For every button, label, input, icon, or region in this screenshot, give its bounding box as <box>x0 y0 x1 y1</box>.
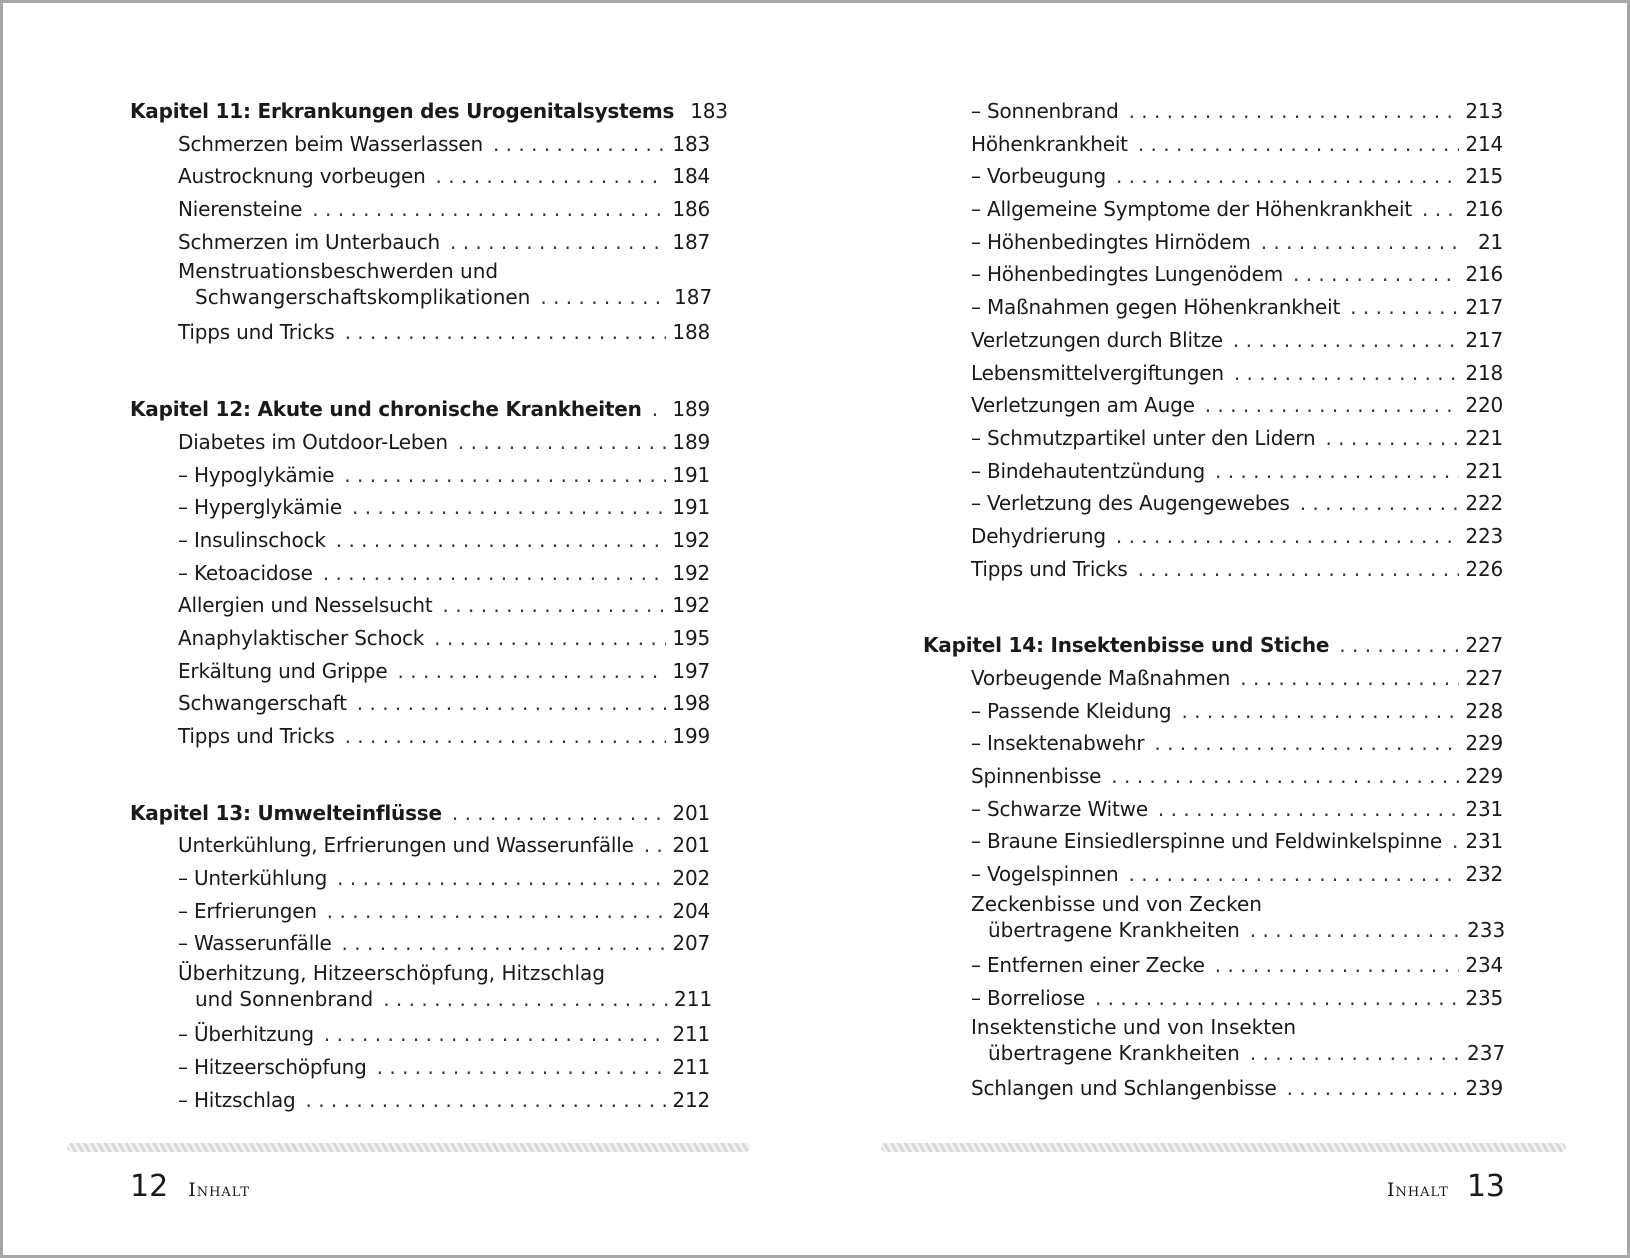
entry-title: Spinnenbisse <box>971 764 1102 789</box>
entry-title: Höhenkrankheit <box>971 131 1128 156</box>
running-head: Inhalt <box>1386 1179 1449 1201</box>
entry-title: – Schwarze Witwe <box>971 796 1148 821</box>
page-ref: 239 <box>1465 1076 1503 1101</box>
toc-entry[interactable] <box>130 226 710 259</box>
page-footer-right <box>1387 1169 1505 1204</box>
dot-leader <box>1250 917 1461 943</box>
dot-leader <box>1215 949 1460 982</box>
dot-leader <box>383 986 668 1012</box>
entry-title-line2: übertragene Krankheiten <box>988 917 1240 942</box>
page-ref: 229 <box>1465 764 1503 789</box>
entry-title: – Hypoglykämie <box>178 462 335 487</box>
page-ref: 222 <box>1465 491 1503 516</box>
toc-entry[interactable] <box>923 760 1503 793</box>
page-ref: 213 <box>1465 99 1503 123</box>
page-ref: 234 <box>1465 952 1503 977</box>
entry-title: – Ketoacidose <box>178 560 313 585</box>
toc-entry[interactable] <box>130 557 710 590</box>
toc-entry[interactable] <box>130 622 710 655</box>
page-ref: 199 <box>672 724 710 748</box>
dot-leader <box>1422 193 1459 226</box>
toc-entry-wrapped[interactable] <box>130 960 713 1018</box>
toc-entry[interactable] <box>923 389 1503 422</box>
toc-entry[interactable] <box>923 422 1503 455</box>
page-ref: 217 <box>1465 295 1503 320</box>
page-ref: 229 <box>1465 731 1503 756</box>
entry-title: Tipps und Tricks <box>971 556 1128 581</box>
entry-title: Verletzungen am Auge <box>971 393 1195 418</box>
entry-title: – Höhenbedingtes Hirnödem <box>971 229 1251 254</box>
page-ref: 186 <box>672 197 710 222</box>
rope-divider <box>67 1143 750 1152</box>
page-ref: 21 <box>1477 229 1503 254</box>
entry-title: Schlangen und Schlangenbisse <box>971 1076 1277 1101</box>
toc-entry[interactable] <box>923 1072 1503 1105</box>
toc-entry[interactable] <box>923 291 1503 324</box>
dot-leader <box>1261 226 1461 259</box>
dot-leader <box>1205 389 1460 422</box>
page-ref: 221 <box>1465 458 1503 483</box>
toc-entry[interactable] <box>130 128 710 161</box>
dot-leader <box>323 557 667 590</box>
dot-leader <box>1452 825 1459 858</box>
entry-title: – Hyperglykämie <box>178 495 343 520</box>
toc-entry[interactable] <box>130 426 710 459</box>
page-ref: 231 <box>1465 829 1503 854</box>
chapter-13-heading[interactable] <box>130 797 710 830</box>
entry-title: Austrocknung vorbeugen <box>178 164 426 189</box>
dot-leader <box>1116 520 1460 553</box>
page-ref: 235 <box>1465 985 1503 1010</box>
toc-entry[interactable] <box>130 895 710 928</box>
dot-leader <box>1293 258 1459 291</box>
entry-title: – Vogelspinnen <box>971 862 1119 887</box>
page-ref: 232 <box>1465 862 1503 887</box>
page-ref: 216 <box>1465 197 1503 222</box>
dot-leader <box>452 797 667 830</box>
dot-leader <box>377 1051 667 1084</box>
entry-title: – Vorbeugung <box>971 164 1106 189</box>
dot-leader <box>1325 422 1459 455</box>
dot-leader <box>1339 629 1459 662</box>
toc-entry[interactable] <box>923 949 1503 982</box>
dot-leader <box>337 862 666 895</box>
dot-leader <box>1287 1072 1460 1105</box>
toc-entry[interactable] <box>130 193 710 226</box>
dot-leader <box>324 1018 667 1051</box>
entry-title: – Schmutzpartikel unter den Lidern <box>971 425 1316 450</box>
page-ref: 183 <box>672 131 710 156</box>
dot-leader <box>344 459 666 492</box>
toc-entry[interactable] <box>923 226 1503 259</box>
page-number: 13 <box>1466 1169 1505 1204</box>
toc-entry[interactable] <box>130 1084 710 1117</box>
page-ref: 192 <box>672 560 710 585</box>
dot-leader <box>1138 553 1460 586</box>
chapter-11-heading[interactable] <box>130 95 728 128</box>
toc-entry[interactable] <box>923 455 1503 488</box>
toc-entry-wrapped[interactable] <box>923 1014 1506 1072</box>
dot-leader <box>1158 793 1460 826</box>
page-ref: 233 <box>1467 917 1506 942</box>
page-ref: 220 <box>1465 393 1503 418</box>
section-gap <box>130 753 710 797</box>
toc-entry[interactable] <box>130 1018 710 1051</box>
page-number: 12 <box>130 1169 169 1204</box>
toc-entry[interactable] <box>923 357 1503 390</box>
entry-title: – Insektenabwehr <box>971 731 1145 756</box>
page-ref: 195 <box>672 625 710 650</box>
page-ref: 189 <box>672 397 710 422</box>
entry-title: – Entfernen einer Zecke <box>971 952 1205 977</box>
dot-leader <box>345 316 667 349</box>
page-ref: 227 <box>1465 666 1503 690</box>
page-ref: 197 <box>672 658 710 683</box>
dot-leader <box>1300 487 1460 520</box>
dot-leader <box>352 491 666 524</box>
entry-title: Schmerzen beim Wasserlassen <box>178 131 483 156</box>
page-ref: 189 <box>672 429 710 454</box>
toc-entry[interactable] <box>923 258 1503 291</box>
entry-title: – Allgemeine Symptome der Höhenkrankheit <box>971 197 1412 222</box>
dot-leader <box>1138 128 1460 161</box>
toc-entry[interactable] <box>130 589 710 622</box>
table-of-contents-left <box>130 95 728 1116</box>
page-ref: 228 <box>1465 698 1503 723</box>
entry-title: Erkältung und Grippe <box>178 658 388 683</box>
page-ref: 187 <box>674 285 713 310</box>
dot-leader <box>450 226 666 259</box>
dot-leader <box>1240 662 1459 695</box>
entry-title: – Hitzschlag <box>178 1087 296 1112</box>
dot-leader <box>540 284 668 310</box>
entry-title: – Erfrierungen <box>178 898 317 923</box>
dot-leader <box>1095 982 1459 1015</box>
toc-entry[interactable] <box>923 193 1503 226</box>
page-ref: 237 <box>1467 1041 1506 1066</box>
dot-leader <box>312 193 666 226</box>
dot-leader <box>1111 760 1459 793</box>
dot-leader <box>1350 291 1459 324</box>
toc-entry[interactable] <box>923 160 1503 193</box>
entry-title: – Sonnenbrand <box>971 99 1119 123</box>
entry-title-line1: Überhitzung, Hitzeerschöpfung, Hitzschlag <box>178 961 605 986</box>
chapter-title: Kapitel 12: Akute und chronische Krankheiten <box>130 397 642 422</box>
toc-entry[interactable] <box>130 316 710 349</box>
dot-leader <box>652 393 667 426</box>
dot-leader <box>493 128 666 161</box>
toc-entry[interactable] <box>130 160 710 193</box>
page-ref: 204 <box>672 898 710 923</box>
section-gap <box>923 585 1503 629</box>
page-ref: 192 <box>672 527 710 552</box>
section-gap <box>130 349 710 393</box>
entry-title: Vorbeugende Maßnahmen <box>971 666 1231 690</box>
page-ref: 211 <box>672 1022 710 1047</box>
toc-entry[interactable] <box>923 982 1503 1015</box>
toc-entry[interactable] <box>130 720 710 753</box>
entry-title: – Passende Kleidung <box>971 698 1172 723</box>
rope-divider <box>881 1143 1566 1152</box>
page-ref: 214 <box>1465 131 1503 156</box>
page-ref: 216 <box>1465 262 1503 287</box>
entry-title: Unterkühlung, Erfrierungen und Wasserunfälle <box>178 833 634 858</box>
page-ref: 211 <box>674 987 713 1012</box>
dot-leader <box>1234 357 1460 390</box>
dot-leader <box>1154 727 1459 760</box>
entry-title: – Hitzeerschöpfung <box>178 1054 367 1079</box>
chapter-14-heading[interactable] <box>923 629 1503 662</box>
page-ref: 183 <box>690 99 728 123</box>
entry-title: Lebensmittelvergiftungen <box>971 360 1224 385</box>
entry-title: – Überhitzung <box>178 1022 314 1047</box>
dot-leader <box>336 524 667 557</box>
chapter-title: Kapitel 13: Umwelteinflüsse <box>130 800 442 825</box>
page-ref: 192 <box>672 593 710 618</box>
table-of-contents-right <box>923 95 1506 1105</box>
page-ref: 215 <box>1465 164 1503 189</box>
toc-entry[interactable] <box>130 491 710 524</box>
toc-entry[interactable] <box>923 553 1503 586</box>
running-head: Inhalt <box>188 1179 251 1201</box>
dot-leader <box>306 1084 667 1117</box>
toc-entry-wrapped[interactable] <box>130 258 713 316</box>
toc-entry[interactable] <box>130 655 710 688</box>
dot-leader <box>1250 1040 1461 1066</box>
entry-title: – Maßnahmen gegen Höhenkrankheit <box>971 295 1341 320</box>
entry-title-line2: und Sonnenbrand <box>195 987 374 1012</box>
page-ref: 207 <box>672 931 710 956</box>
entry-title: – Verletzung des Augengewebes <box>971 491 1290 516</box>
toc-entry[interactable] <box>130 1051 710 1084</box>
chapter-12-heading[interactable] <box>130 393 710 426</box>
dot-leader <box>342 927 667 960</box>
entry-title: Schwangerschaft <box>178 691 347 716</box>
toc-entry[interactable] <box>130 459 710 492</box>
entry-title: – Unterkühlung <box>178 866 328 891</box>
page-ref: 202 <box>672 866 710 891</box>
entry-title: Allergien und Nesselsucht <box>178 593 433 618</box>
toc-entry[interactable] <box>923 324 1503 357</box>
page-ref: 211 <box>672 1054 710 1079</box>
entry-title: – Höhenbedingtes Lungenödem <box>971 262 1283 287</box>
page-ref: 184 <box>672 164 710 189</box>
page-ref: 191 <box>672 495 710 520</box>
dot-leader <box>434 622 666 655</box>
toc-entry-wrapped[interactable] <box>923 891 1506 949</box>
page-ref: 221 <box>1465 425 1503 450</box>
toc-entry[interactable] <box>130 862 710 895</box>
toc-entry[interactable] <box>130 687 710 720</box>
page-ref: 218 <box>1465 360 1503 385</box>
page-ref: 187 <box>672 229 710 254</box>
toc-entry[interactable] <box>923 727 1503 760</box>
entry-title: Tipps und Tricks <box>178 320 335 345</box>
page-ref: 217 <box>1465 327 1503 352</box>
entry-title-line2: Schwangerschaftskomplikationen <box>195 285 531 310</box>
entry-title: Nierensteine <box>178 197 303 222</box>
page-ref: 201 <box>672 833 710 858</box>
dot-leader <box>398 655 667 688</box>
entry-title: – Bindehautentzündung <box>971 458 1205 483</box>
entry-title: – Insulinschock <box>178 527 326 552</box>
entry-title-line1: Menstruationsbeschwerden und <box>178 259 499 284</box>
toc-entry[interactable] <box>923 520 1503 553</box>
dot-leader <box>327 895 667 928</box>
page-ref: 227 <box>1465 633 1503 658</box>
page-ref: 198 <box>672 691 710 716</box>
entry-title: Diabetes im Outdoor-Leben <box>178 429 448 454</box>
page-ref: 212 <box>672 1087 710 1112</box>
toc-entry[interactable] <box>923 487 1503 520</box>
toc-entry[interactable] <box>923 695 1503 728</box>
page-ref: 226 <box>1465 556 1503 581</box>
entry-title: – Borreliose <box>971 985 1085 1010</box>
entry-title: Anaphylaktischer Schock <box>178 625 425 650</box>
toc-entry[interactable] <box>923 858 1503 891</box>
dot-leader <box>1129 95 1460 128</box>
dot-leader <box>1215 455 1459 488</box>
entry-title-line2: übertragene Krankheiten <box>988 1041 1240 1066</box>
toc-entry[interactable] <box>923 662 1503 695</box>
toc-entry[interactable] <box>130 829 710 862</box>
dot-leader <box>1233 324 1460 357</box>
entry-title-line1: Zeckenbisse und von Zecken <box>971 891 1262 916</box>
toc-entry[interactable] <box>923 825 1503 858</box>
toc-entry[interactable] <box>923 128 1503 161</box>
dot-leader <box>458 426 667 459</box>
dot-leader <box>1181 695 1459 728</box>
page-footer-left <box>130 1169 250 1204</box>
dot-leader <box>436 160 667 193</box>
page-ref: 201 <box>672 800 710 825</box>
entry-title: Schmerzen im Unterbauch <box>178 229 440 254</box>
page-ref: 188 <box>672 320 710 345</box>
dot-leader <box>357 687 667 720</box>
dot-leader <box>1128 858 1459 891</box>
entry-title: Verletzungen durch Blitze <box>971 327 1223 352</box>
toc-entry[interactable] <box>923 95 1503 128</box>
dot-leader <box>345 720 667 753</box>
dot-leader <box>1116 160 1459 193</box>
entry-title: – Braune Einsiedlerspinne und Feldwinkelspinne <box>971 829 1443 854</box>
entry-title: Dehydrierung <box>971 523 1106 548</box>
entry-title-line1: Insektenstiche und von Insekten <box>971 1015 1297 1040</box>
chapter-title: Kapitel 11: Erkrankungen des Urogenitalsystems <box>130 99 675 123</box>
toc-entry[interactable] <box>130 524 710 557</box>
dot-leader <box>443 589 667 622</box>
toc-entry[interactable] <box>923 793 1503 826</box>
entry-title: – Wasserunfälle <box>178 931 332 956</box>
toc-entry[interactable] <box>130 927 710 960</box>
entry-title: Tipps und Tricks <box>178 724 335 748</box>
dot-leader <box>644 829 667 862</box>
page-ref: 223 <box>1465 523 1503 548</box>
page-ref: 231 <box>1465 796 1503 821</box>
page-ref: 191 <box>672 462 710 487</box>
chapter-title: Kapitel 14: Insektenbisse und Stiche <box>923 633 1330 658</box>
